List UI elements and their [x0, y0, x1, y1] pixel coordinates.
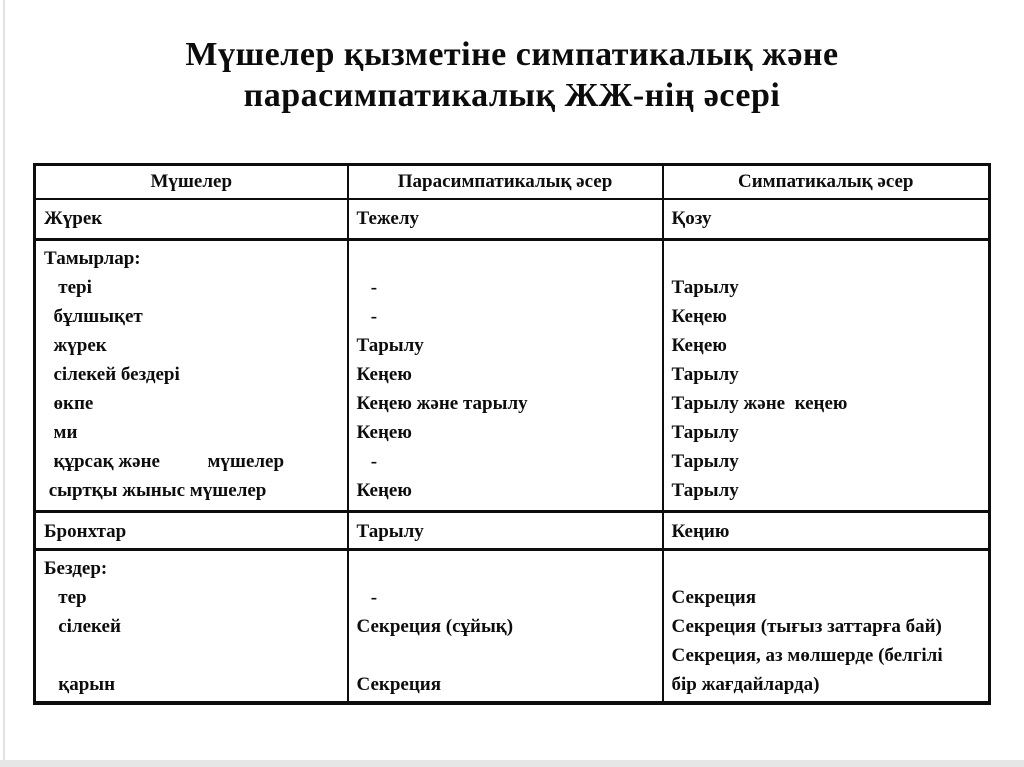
table-cell-line [357, 244, 654, 273]
table-cell-line: Тарылу [356, 520, 424, 542]
table-cell-line: Тамырлар: [44, 247, 141, 269]
table-cell [348, 549, 663, 703]
table-cell-line: Кеңею және тарылу [356, 392, 528, 414]
table-cell [35, 511, 348, 549]
table-cell-line [672, 554, 981, 583]
table-group-bezder [35, 549, 990, 703]
effects-table [33, 163, 991, 705]
table-cell-line: Тарылу [671, 363, 739, 385]
table-cell-line: Секреция [356, 673, 442, 695]
table-cell-line: тері [44, 276, 92, 298]
table-cell-line: бір жағдайларда) [671, 673, 820, 695]
table-cell-line: тер [44, 586, 87, 608]
table-cell-line: сілекей [44, 615, 121, 637]
table-cell-line: ми [44, 421, 78, 443]
table-cell-line: жүрек [44, 334, 107, 356]
table-cell-line: Секреция (сұйық) [356, 615, 514, 637]
table-cell-line: Кеңею [356, 363, 412, 385]
header-cell-organs: Мүшелер [35, 165, 348, 200]
table-cell-line: Кеңею [356, 479, 412, 501]
table-cell-line [44, 641, 339, 670]
table-cell [35, 549, 348, 703]
table-cell-line: өкпе [44, 392, 94, 414]
effects-table-header [35, 165, 990, 200]
table-cell-line: құрсақ және мүшелер [44, 450, 285, 472]
table-cell-line: - [356, 450, 378, 472]
table-cell [663, 199, 990, 239]
table-cell-line: Секреция, аз мөлшерде (белгілі [671, 644, 943, 666]
table-cell-line: сілекей бездері [44, 363, 180, 385]
table-cell-line: бұлшықет [44, 305, 143, 327]
table-cell [35, 239, 348, 511]
table-cell [348, 511, 663, 549]
table-cell-line: Секреция [671, 586, 757, 608]
table-cell [348, 199, 663, 239]
table-cell-line: Тежелу [356, 208, 420, 229]
table-cell [663, 239, 990, 511]
table-cell-line: - [356, 305, 378, 327]
header-cell-sympathetic: Симпатикалық әсер [663, 165, 990, 200]
table-cell-line: Тарылу [671, 276, 739, 298]
table-cell-line: Секреция (тығыз заттарға бай) [671, 615, 942, 637]
table-cell [663, 549, 990, 703]
table-cell-line: - [356, 586, 378, 608]
page-title-line1: Мүшелер қызметіне симпатикалық және [185, 36, 839, 73]
effects-table-body [35, 199, 990, 703]
page-title [0, 0, 1024, 117]
table-group-tamyrlar [35, 239, 990, 511]
table-cell-line [357, 641, 654, 670]
table-cell-line: Кеңею [671, 334, 727, 356]
table-cell-line: Кеңию [671, 520, 730, 542]
table-group-zhurek [35, 199, 990, 239]
table-cell-line: қарын [44, 673, 116, 695]
header-row [35, 165, 990, 200]
table-cell-line: сыртқы жыныс мүшелер [44, 479, 267, 501]
table-cell-line: Кеңею [671, 305, 727, 327]
page-edge-left [3, 0, 5, 767]
table-cell-line: Тарылу [356, 334, 424, 356]
table-cell-line [357, 554, 654, 583]
table-cell-line: - [356, 276, 378, 298]
table-cell-line: Тарылу [671, 450, 739, 472]
table-cell-line: Тарылу және кеңею [671, 392, 848, 414]
page-edge-bottom [0, 760, 1024, 767]
table-cell [348, 239, 663, 511]
table-cell-line [672, 244, 981, 273]
table-group-bronkhtar [35, 511, 990, 549]
table-cell-line: Кеңею [356, 421, 412, 443]
table-cell-line: Тарылу [671, 479, 739, 501]
table-cell-line: Қозу [671, 208, 712, 229]
table-cell-line: Бездер: [44, 557, 108, 579]
page-title-line2: парасимпатикалық ЖЖ-нің әсері [243, 77, 781, 115]
table-cell [663, 511, 990, 549]
table-cell-line: Бронхтар [44, 520, 127, 542]
table-cell-line: Жүрек [44, 208, 103, 229]
table-cell [35, 199, 348, 239]
table-cell-line: Тарылу [671, 421, 739, 443]
header-cell-parasympathetic: Парасимпатикалық әсер [348, 165, 663, 200]
